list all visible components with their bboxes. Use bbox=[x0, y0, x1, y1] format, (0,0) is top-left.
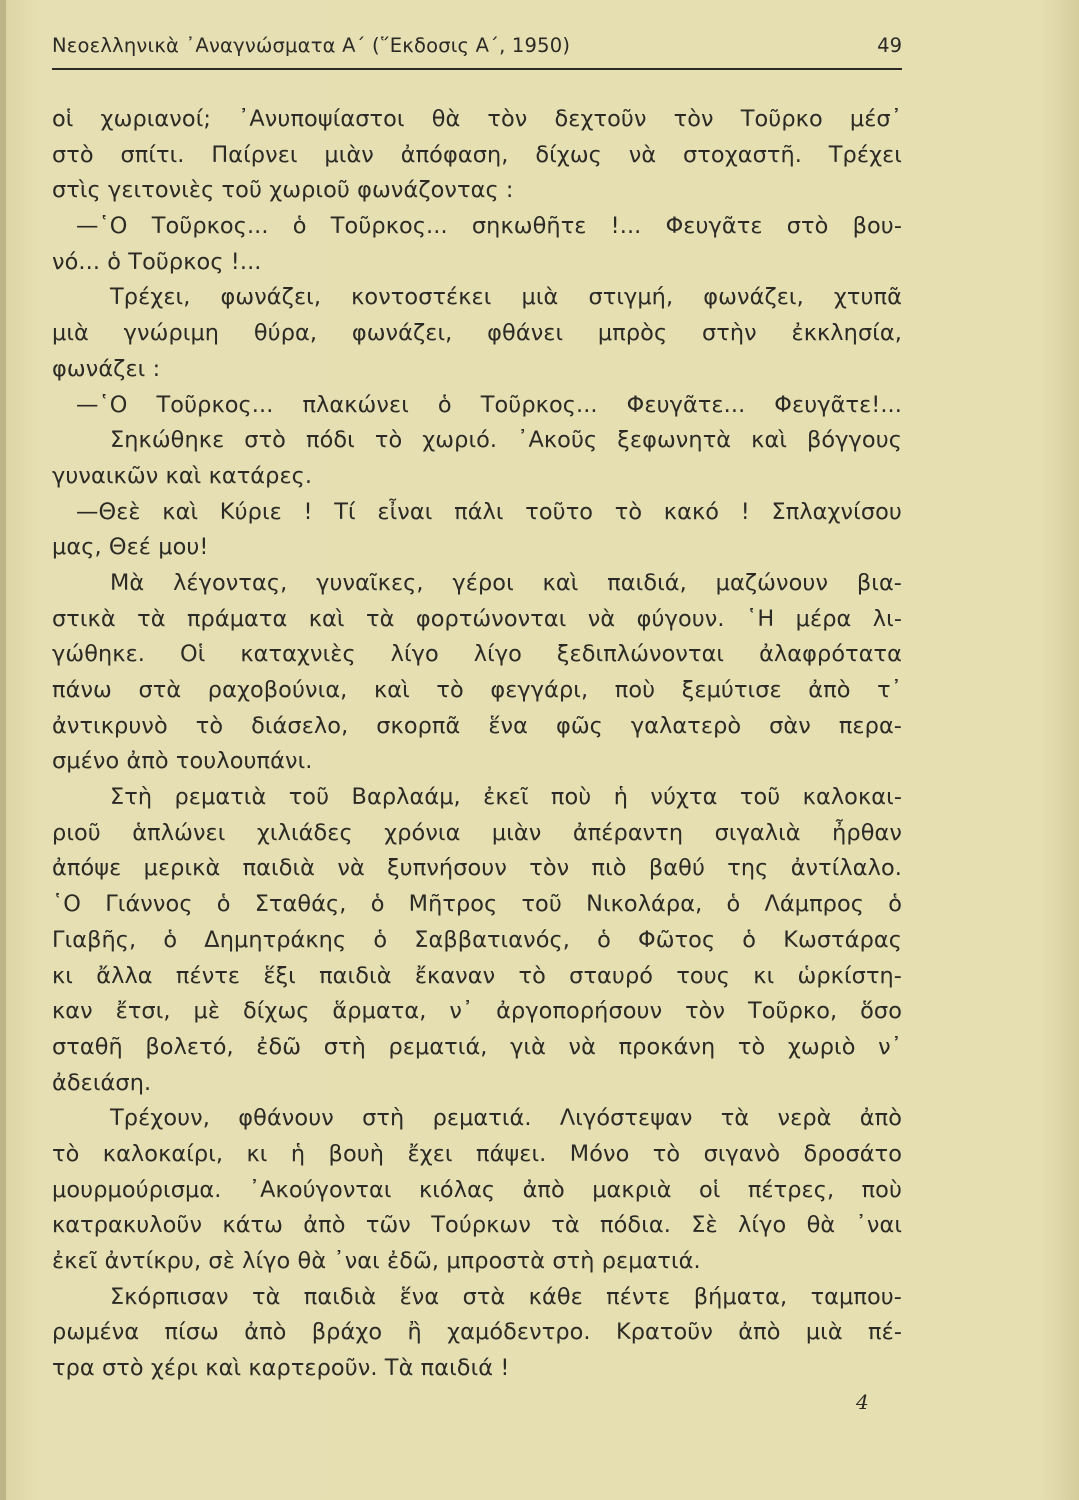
text-line: μιὰ γνώριμη θύρα, φωνάζει, φθάνει μπρὸς στὴν ἐκκλησία, bbox=[52, 320, 902, 347]
text-line: ριοῦ ἁπλώνει χιλιάδες χρόνια μιὰν ἀπέραντη σιγαλιὰ ἦρθαν bbox=[52, 819, 902, 846]
binding-edge bbox=[0, 0, 6, 1500]
text-line: πάνω στὰ ραχοβούνια, καὶ τὸ φεγγάρι, ποὺ ξεμύτισε ἀπὸ τ᾽ bbox=[52, 677, 902, 703]
text-line: ἐκεῖ ἀντίκρυ, σὲ λίγο θὰ ᾽ναι ἐδῶ, μπροστὰ στὴ ρεματιά. bbox=[52, 1248, 701, 1274]
text-line: οἱ χωριανοί; ᾽Ανυποψίαστοι θὰ τὸν δεχτοῦν τὸν Τοῦρκο μέσ᾽ bbox=[52, 106, 902, 132]
text-line: στὸ σπίτι. Παίρνει μιὰν ἀπόφαση, δίχως νὰ στοχαστῆ. Τρέχει bbox=[52, 141, 902, 168]
text-line: —Θεὲ καὶ Κύριε ! Τί εἶναι πάλι τοῦτο τὸ κακό ! Σπλαχνίσου bbox=[76, 498, 902, 525]
text-line: μας, Θεέ μου! bbox=[52, 534, 209, 561]
text-line: κι ἄλλα πέντε ἕξι παιδιὰ ἔκαναν τὸ σταυρό τους κι ὡρκίστη- bbox=[52, 962, 902, 989]
text-line: Τρέχουν, φθάνουν στὴ ρεματιά. Λιγόστεψαν τὰ νερὰ ἀπὸ bbox=[110, 1105, 902, 1132]
text-line: καν ἔτσι, μὲ δίχως ἅρματα, ν᾽ ἀργοπορήσουν τὸν Τοῦρκο, ὅσο bbox=[52, 998, 902, 1025]
text-line: τὸ καλοκαίρι, κι ἡ βουὴ ἔχει πάψει. Μόνο τὸ σιγανὸ δροσάτο bbox=[52, 1140, 902, 1167]
page-number: 49 bbox=[877, 34, 902, 57]
text-line: τρα στὸ χέρι καὶ καρτεροῦν. Τὰ παιδιά ! bbox=[52, 1355, 510, 1382]
text-line: ἀπόψε μερικὰ παιδιὰ νὰ ξυπνήσουν τὸν πιὸ βαθύ της ἀντίλαλο. bbox=[52, 855, 902, 882]
text-line: γυναικῶν καὶ κατάρες. bbox=[52, 462, 313, 489]
text-line: μουρμούρισμα. ᾽Ακούγονται κιόλας ἀπὸ μακριὰ οἱ πέτρες, ποὺ bbox=[52, 1176, 902, 1203]
text-line: κατρακυλοῦν κάτω ἀπὸ τῶν Τούρκων τὰ πόδια. Σὲ λίγο θὰ ᾽ναι bbox=[52, 1212, 902, 1239]
running-header bbox=[52, 32, 902, 64]
text-line: σμένο ἀπὸ τουλουπάνι. bbox=[52, 748, 313, 775]
header-rule bbox=[52, 68, 902, 70]
text-line: Μὰ λέγοντας, γυναῖκες, γέροι καὶ παιδιά, μαζώνουν βια- bbox=[110, 569, 902, 596]
text-line: Στὴ ρεματιὰ τοῦ Βαρλαάμ, ἐκεῖ ποὺ ἡ νύχτα τοῦ καλοκαι- bbox=[110, 784, 902, 811]
text-line: γώθηκε. Οἱ καταχνιὲς λίγο λίγο ξεδιπλώνονται ἀλαφρότατα bbox=[52, 641, 902, 668]
text-line: Σηκώθηκε στὸ πόδι τὸ χωριό. ᾽Ακοῦς ξεφωνητὰ καὶ βόγγους bbox=[110, 427, 902, 454]
text-line: Σκόρπισαν τὰ παιδιὰ ἕνα στὰ κάθε πέντε βήματα, ταμπου- bbox=[110, 1283, 902, 1310]
text-line: Τρέχει, φωνάζει, κοντοστέκει μιὰ στιγμή, φωνάζει, χτυπᾶ bbox=[110, 284, 902, 311]
text-line: —῾Ο Τοῦρκος... πλακώνει ὁ Τοῦρκος... Φευγᾶτε... Φευγᾶτε!... bbox=[76, 391, 902, 418]
signature-mark: 4 bbox=[856, 1390, 869, 1414]
text-line: Γιαβῆς, ὁ Δημητράκης ὁ Σαββατιανός, ὁ Φῶτος ὁ Κωστάρας bbox=[52, 926, 902, 953]
text-line: ἀδειάση. bbox=[52, 1069, 152, 1096]
text-line: ρωμένα πίσω ἀπὸ βράχο ἢ χαμόδεντρο. Κρατοῦν ἀπὸ μιὰ πέ- bbox=[52, 1319, 902, 1346]
text-line: νό... ὁ Τοῦρκος !... bbox=[52, 248, 262, 275]
header-title: Νεοελληνικὰ ᾽Αναγνώσματα Α΄ (῞Εκδοσις Α΄, 1950) bbox=[52, 34, 571, 57]
text-line: —῾Ο Τοῦρκος... ὁ Τοῦρκος... σηκωθῆτε !... Φευγᾶτε στὸ βου- bbox=[76, 213, 902, 240]
text-line: στικὰ τὰ πράματα καὶ τὰ φορτώνονται νὰ φύγουν. ῾Η μέρα λι- bbox=[52, 605, 902, 632]
text-line: ἀντικρυνὸ τὸ διάσελο, σκορπᾶ ἕνα φῶς γαλατερὸ σὰν περα- bbox=[52, 712, 902, 739]
text-line: στὶς γειτονιὲς τοῦ χωριοῦ φωνάζοντας : bbox=[52, 177, 514, 204]
body-text bbox=[52, 102, 902, 1387]
text-line: ῾Ο Γιάννος ὁ Σταθάς, ὁ Μῆτρος τοῦ Νικολάρα, ὁ Λάμπρος ὁ bbox=[52, 891, 902, 918]
text-line: σταθῆ βολετό, ἐδῶ στὴ ρεματιά, γιὰ νὰ προκάνη τὸ χωριὸ ν᾽ bbox=[52, 1033, 902, 1060]
text-line: φωνάζει : bbox=[52, 355, 161, 382]
